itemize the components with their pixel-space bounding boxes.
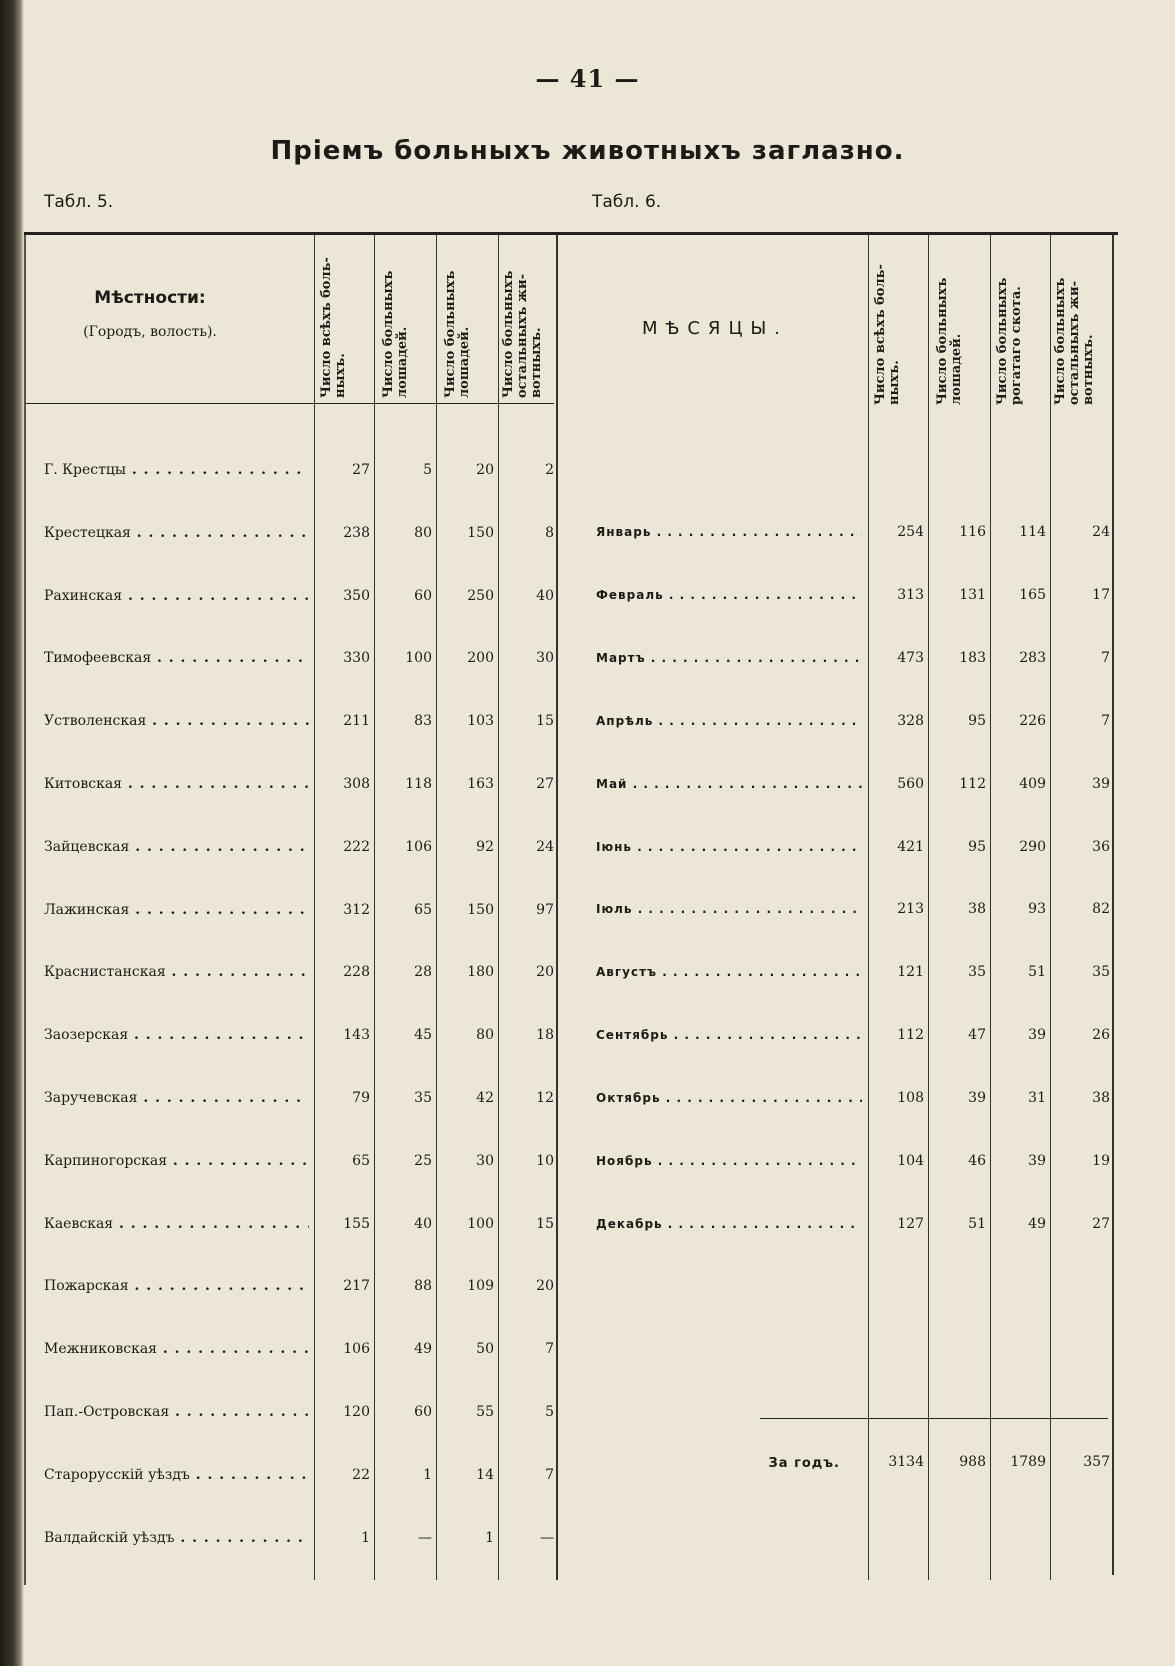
cell-others: 17 xyxy=(1092,587,1110,603)
cell-all: 27 xyxy=(352,462,370,478)
cell-all: 79 xyxy=(352,1090,370,1106)
cell-col3: 150 xyxy=(467,525,494,541)
t5-col-divider xyxy=(498,235,499,1580)
cell-all: 312 xyxy=(343,902,370,918)
location-name: Карпиногорская . . . xyxy=(44,1153,309,1169)
location-name: Г. Крестцы . . . xyxy=(44,462,309,478)
cell-horses: — xyxy=(418,1530,432,1546)
cell-others: 18 xyxy=(536,1027,554,1043)
cell-horses: 40 xyxy=(414,1216,432,1232)
cell-horses: 95 xyxy=(968,839,986,855)
cell-others: 5 xyxy=(545,1404,554,1420)
month-name: Октябрь . . . xyxy=(596,1091,862,1105)
t6-col-divider xyxy=(928,235,929,1580)
cell-others: 97 xyxy=(536,902,554,918)
cell-cattle: 226 xyxy=(1019,713,1046,729)
cell-col3: 50 xyxy=(476,1341,494,1357)
header-rule-left xyxy=(24,403,554,404)
total-rule xyxy=(760,1418,1108,1419)
cell-horses: 183 xyxy=(959,650,986,666)
t6-header-horses: Число больныхъ лошадей. xyxy=(935,277,964,405)
month-name: Мартъ . . . xyxy=(596,651,862,665)
cell-horses: 38 xyxy=(968,901,986,917)
t5-col-divider xyxy=(374,235,375,1580)
t5-col-divider xyxy=(314,235,315,1580)
cell-all: 217 xyxy=(343,1278,370,1294)
cell-col3: 103 xyxy=(467,713,494,729)
cell-others: 24 xyxy=(1092,524,1110,540)
cell-others: 15 xyxy=(536,1216,554,1232)
cell-all: 211 xyxy=(343,713,370,729)
t6-header-all: Число всѣхъ боль- ныхъ. xyxy=(873,264,902,405)
cell-col3: 80 xyxy=(476,1027,494,1043)
location-name: Лажинская . . . xyxy=(44,902,309,918)
cell-col3: 163 xyxy=(467,776,494,792)
cell-all: 560 xyxy=(897,776,924,792)
cell-cattle: 39 xyxy=(1028,1153,1046,1169)
month-name: Январь . . . xyxy=(596,525,862,539)
cell-all: 421 xyxy=(897,839,924,855)
location-name: Краснистанская . . . xyxy=(44,964,309,980)
cell-all: 22 xyxy=(352,1467,370,1483)
month-name: Ноябрь . . . xyxy=(596,1154,862,1168)
location-header: Мѣстности: xyxy=(94,288,206,308)
cell-others: 12 xyxy=(536,1090,554,1106)
cell-all: 254 xyxy=(897,524,924,540)
cell-cattle: 409 xyxy=(1019,776,1046,792)
cell-col3: 200 xyxy=(467,650,494,666)
cell-all: 228 xyxy=(343,964,370,980)
cell-all: 222 xyxy=(343,839,370,855)
cell-horses: 88 xyxy=(414,1278,432,1294)
cell-others: 27 xyxy=(1092,1216,1110,1232)
total-label: За годъ. xyxy=(768,1456,840,1471)
location-name: Зайцевская . . . xyxy=(44,839,309,855)
t6-col-divider xyxy=(868,235,869,1580)
cell-horses: 35 xyxy=(414,1090,432,1106)
cell-col3: 42 xyxy=(476,1090,494,1106)
cell-horses: 49 xyxy=(414,1341,432,1357)
cell-all: 328 xyxy=(897,713,924,729)
month-name: Августъ . . . xyxy=(596,965,862,979)
cell-all: 1 xyxy=(361,1530,370,1546)
location-name: Заручевская . . . xyxy=(44,1090,309,1106)
cell-col3: 180 xyxy=(467,964,494,980)
cell-others: 40 xyxy=(536,588,554,604)
cell-all: 104 xyxy=(897,1153,924,1169)
cell-horses: 45 xyxy=(414,1027,432,1043)
cell-all: 106 xyxy=(343,1341,370,1357)
cell-others: 10 xyxy=(536,1153,554,1169)
cell-horses: 25 xyxy=(414,1153,432,1169)
month-name: Декабрь . . . xyxy=(596,1217,862,1231)
location-name: Пожарская . . . xyxy=(44,1278,309,1294)
cell-all: 65 xyxy=(352,1153,370,1169)
t6-col-divider xyxy=(990,235,991,1580)
cell-others: 24 xyxy=(536,839,554,855)
cell-all: 238 xyxy=(343,525,370,541)
cell-all: 155 xyxy=(343,1216,370,1232)
cell-all: 112 xyxy=(897,1027,924,1043)
cell-col3: 100 xyxy=(467,1216,494,1232)
t5-header-horses: Число больныхъ лошадей. xyxy=(381,270,410,398)
cell-horses: 106 xyxy=(405,839,432,855)
cell-others: 2 xyxy=(545,462,554,478)
cell-col3: 150 xyxy=(467,902,494,918)
table5-label: Табл. 5. xyxy=(44,192,114,212)
cell-others: 30 xyxy=(536,650,554,666)
location-name: Каевская . . . xyxy=(44,1216,309,1232)
cell-horses: 5 xyxy=(423,462,432,478)
cell-horses: 118 xyxy=(405,776,432,792)
month-name: Іюнь . . . xyxy=(596,840,862,854)
cell-others: 7 xyxy=(545,1341,554,1357)
cell-all: 313 xyxy=(897,587,924,603)
location-subheader: (Городъ, волость). xyxy=(83,324,217,340)
cell-col3: 14 xyxy=(476,1467,494,1483)
cell-cattle: 290 xyxy=(1019,839,1046,855)
total-all: 3134 xyxy=(888,1454,924,1470)
cell-others: 20 xyxy=(536,1278,554,1294)
cell-col3: 20 xyxy=(476,462,494,478)
cell-others: 7 xyxy=(1101,650,1110,666)
cell-horses: 116 xyxy=(959,524,986,540)
location-name: Межниковская . . . xyxy=(44,1341,309,1357)
cell-col3: 250 xyxy=(467,588,494,604)
location-name: Пап.-Островская . . . xyxy=(44,1404,309,1420)
page-title: Пріемъ больныхъ животныхъ заглазно. xyxy=(270,136,905,166)
t6-header-cattle: Число больныхъ рогатаго скота. xyxy=(995,277,1024,405)
cell-horses: 28 xyxy=(414,964,432,980)
cell-horses: 131 xyxy=(959,587,986,603)
cell-all: 120 xyxy=(343,1404,370,1420)
cell-col3: 30 xyxy=(476,1153,494,1169)
cell-col3: 55 xyxy=(476,1404,494,1420)
cell-others: 82 xyxy=(1092,901,1110,917)
cell-horses: 39 xyxy=(968,1090,986,1106)
cell-others: 39 xyxy=(1092,776,1110,792)
cell-cattle: 49 xyxy=(1028,1216,1046,1232)
location-name: Старорусскій уѣздъ . . . xyxy=(44,1467,309,1483)
location-name: Тимофеевская . . . xyxy=(44,650,309,666)
cell-horses: 35 xyxy=(968,964,986,980)
cell-horses: 80 xyxy=(414,525,432,541)
cell-horses: 60 xyxy=(414,588,432,604)
cell-all: 330 xyxy=(343,650,370,666)
cell-others: 35 xyxy=(1092,964,1110,980)
cell-others: — xyxy=(540,1530,554,1546)
cell-cattle: 165 xyxy=(1019,587,1046,603)
cell-others: 7 xyxy=(1101,713,1110,729)
cell-others: 36 xyxy=(1092,839,1110,855)
cell-col3: 92 xyxy=(476,839,494,855)
cell-horses: 51 xyxy=(968,1216,986,1232)
location-name: Крестецкая . . . xyxy=(44,525,309,541)
table-separator xyxy=(556,235,558,1580)
cell-horses: 47 xyxy=(968,1027,986,1043)
cell-col3: 1 xyxy=(485,1530,494,1546)
cell-horses: 1 xyxy=(423,1467,432,1483)
location-name: Валдайскій уѣздъ . . . xyxy=(44,1530,309,1546)
right-border xyxy=(1112,235,1114,1575)
t5-col-divider xyxy=(436,235,437,1580)
cell-horses: 95 xyxy=(968,713,986,729)
t5-header-others: Число больныхъ остальныхъ жи- вотныхъ. xyxy=(501,270,544,398)
cell-others: 15 xyxy=(536,713,554,729)
cell-cattle: 283 xyxy=(1019,650,1046,666)
month-name: Апрѣль . . . xyxy=(596,714,862,728)
cell-horses: 46 xyxy=(968,1153,986,1169)
cell-others: 38 xyxy=(1092,1090,1110,1106)
cell-all: 121 xyxy=(897,964,924,980)
cell-cattle: 51 xyxy=(1028,964,1046,980)
top-rule xyxy=(24,232,1118,235)
total-others: 357 xyxy=(1083,1454,1110,1470)
cell-cattle: 31 xyxy=(1028,1090,1046,1106)
cell-all: 108 xyxy=(897,1090,924,1106)
left-border xyxy=(24,235,26,1585)
month-name: Май . . . xyxy=(596,777,862,791)
months-header: МѢСЯЦЫ. xyxy=(641,318,789,339)
cell-cattle: 93 xyxy=(1028,901,1046,917)
cell-all: 308 xyxy=(343,776,370,792)
cell-horses: 112 xyxy=(959,776,986,792)
cell-others: 19 xyxy=(1092,1153,1110,1169)
month-name: Іюль . . . xyxy=(596,902,862,916)
book-spine xyxy=(0,0,24,1666)
location-name: Заозерская . . . xyxy=(44,1027,309,1043)
cell-all: 143 xyxy=(343,1027,370,1043)
t6-col-divider xyxy=(1050,235,1051,1580)
cell-others: 26 xyxy=(1092,1027,1110,1043)
cell-all: 473 xyxy=(897,650,924,666)
t6-header-others: Число больныхъ остальныхъ жи- вотныхъ. xyxy=(1053,277,1096,405)
cell-others: 8 xyxy=(545,525,554,541)
cell-all: 127 xyxy=(897,1216,924,1232)
cell-horses: 60 xyxy=(414,1404,432,1420)
location-name: Китовская . . . xyxy=(44,776,309,792)
page-number: — 41 — xyxy=(535,64,640,93)
cell-cattle: 39 xyxy=(1028,1027,1046,1043)
cell-others: 27 xyxy=(536,776,554,792)
t5-header-horses-2: Число больныхъ лошадей. xyxy=(443,270,472,398)
location-name: Рахинская . . . xyxy=(44,588,309,604)
cell-others: 7 xyxy=(545,1467,554,1483)
cell-horses: 65 xyxy=(414,902,432,918)
month-name: Февраль . . . xyxy=(596,588,862,602)
cell-all: 213 xyxy=(897,901,924,917)
cell-all: 350 xyxy=(343,588,370,604)
total-cattle: 1789 xyxy=(1010,1454,1046,1470)
cell-cattle: 114 xyxy=(1019,524,1046,540)
t5-header-all: Число всѣхъ боль- ныхъ. xyxy=(319,257,348,398)
month-name: Сентябрь . . . xyxy=(596,1028,862,1042)
cell-horses: 83 xyxy=(414,713,432,729)
location-name: Устволенская . . . xyxy=(44,713,309,729)
cell-others: 20 xyxy=(536,964,554,980)
table6-label: Табл. 6. xyxy=(592,192,662,212)
total-horses: 988 xyxy=(959,1454,986,1470)
cell-horses: 100 xyxy=(405,650,432,666)
cell-col3: 109 xyxy=(467,1278,494,1294)
